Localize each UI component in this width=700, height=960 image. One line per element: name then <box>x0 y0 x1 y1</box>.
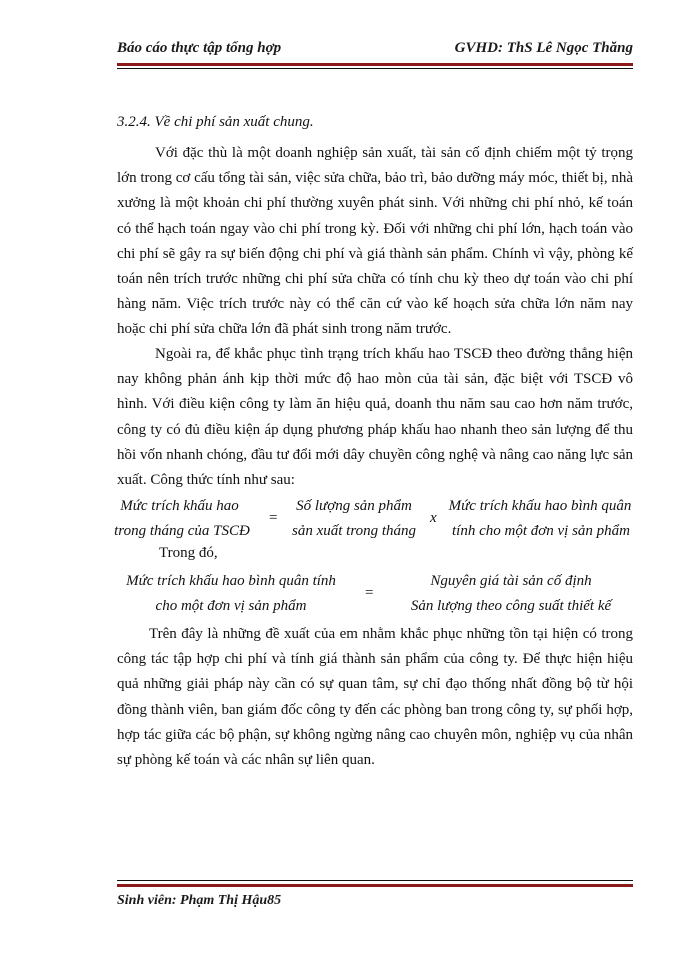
footer-rule-thick <box>117 884 633 887</box>
formula1-equals: = <box>269 510 278 526</box>
header-rule-thick <box>117 63 633 66</box>
formula2-right-line1: Nguyên giá tài sản cố định <box>430 573 592 589</box>
paragraph-2: Ngoài ra, để khắc phục tình trạng trích khấu hao TSCĐ theo đường thẳng hiện nay không phản ánh kịp thời mức độ hao mòn của tài sản, đặc biệt với TSCĐ vô hình. Với điều kiện công ty làm ăn hiệu quả, doanh thu năm sau cao hơn năm trước, công ty có đủ điều kiện áp dụng phương pháp khấu hao nhanh theo sản lượng để thu hồi vốn nhanh chóng, đầu tư đổi mới dây chuyền công nghệ và nâng cao năng lực sản xuất. Công thức tính như sau: <box>117 346 633 489</box>
formula2-equals: = <box>365 585 374 601</box>
formula-where-label: Trong đó, <box>159 545 218 561</box>
page-header <box>117 38 633 62</box>
paragraph-1: Với đặc thù là một doanh nghiệp sản xuất, tài sản cố định chiếm một tỷ trọng lớn trong cơ cấu tổng tài sản, việc sửa chữa, bảo trì, bảo dưỡng máy móc, thiết bị, nhà xưởng là một khoản chi phí thường xuyên phát sinh. Với những chi phí nhỏ, kế toán có thể hạch toán ngay vào chi phí trong kỳ. Đối với những chi phí lớn, hạch toán vào chi phí sẽ gây ra sự biến động chi phí và giá thành sản phẩm. Chính vì vậy, phòng kế toán nên trích trước những chi phí sửa chữa có tính chu kỳ theo dự toán vào chi phí hàng năm. Việc trích trước này có thể căn cứ vào kế hoạch sửa chữa lớn năm nay hoặc chi phí sửa chữa lớn đã phát sinh trong năm trước. <box>117 145 633 338</box>
formula1-times: x <box>430 510 437 526</box>
header-report-title: Báo cáo thực tập tổng hợp <box>117 40 282 56</box>
formula1-term1-line2: trong tháng của TSCĐ <box>114 523 250 539</box>
section-heading: 3.2.4. Về chi phí sản xuất chung. <box>117 114 314 130</box>
formula1-term1-line1: Mức trích khấu hao <box>120 498 239 514</box>
formula1-term2-line2: sản xuất trong tháng <box>291 523 417 539</box>
formula2-left-line2: cho một đơn vị sản phẩm <box>155 598 307 614</box>
footer-rule-thin <box>117 880 633 881</box>
formula2-right-line2: Sản lượng theo công suất thiết kế <box>410 598 612 614</box>
header-supervisor: GVHD: ThS Lê Ngọc Thăng <box>454 40 633 56</box>
footer-student-name: Sinh viên: Phạm Thị Hậu85 <box>117 893 282 908</box>
formula1-term3-line1: Mức trích khấu hao bình quân <box>448 498 632 514</box>
formula1-term2-line1: Số lượng sản phẩm <box>296 498 412 514</box>
formula1-term3-line2: tính cho một đơn vị sản phẩm <box>452 523 630 539</box>
formula2-left-line1: Mức trích khấu hao bình quân tính <box>126 573 336 589</box>
header-rule-thin <box>117 68 633 69</box>
paragraph-3: Trên đây là những đề xuất của em nhằm khắc phục những tồn tại hiện có trong công tác tập hợp chi phí và tính giá thành sản phẩm của công ty. Để thực hiện hiệu quả những giải pháp này cần có sự quan tâm, sự chỉ đạo thống nhất đồng bộ từ hội đồng thành viên, ban giám đốc công ty đến các phòng ban trong công ty, sự phối hợp, hợp tác giữa các bộ phận, sự không ngừng nâng cao chuyên môn, nghiệp vụ của nhân sự phòng kế toán và các nhân sự liên quan. <box>117 626 633 769</box>
